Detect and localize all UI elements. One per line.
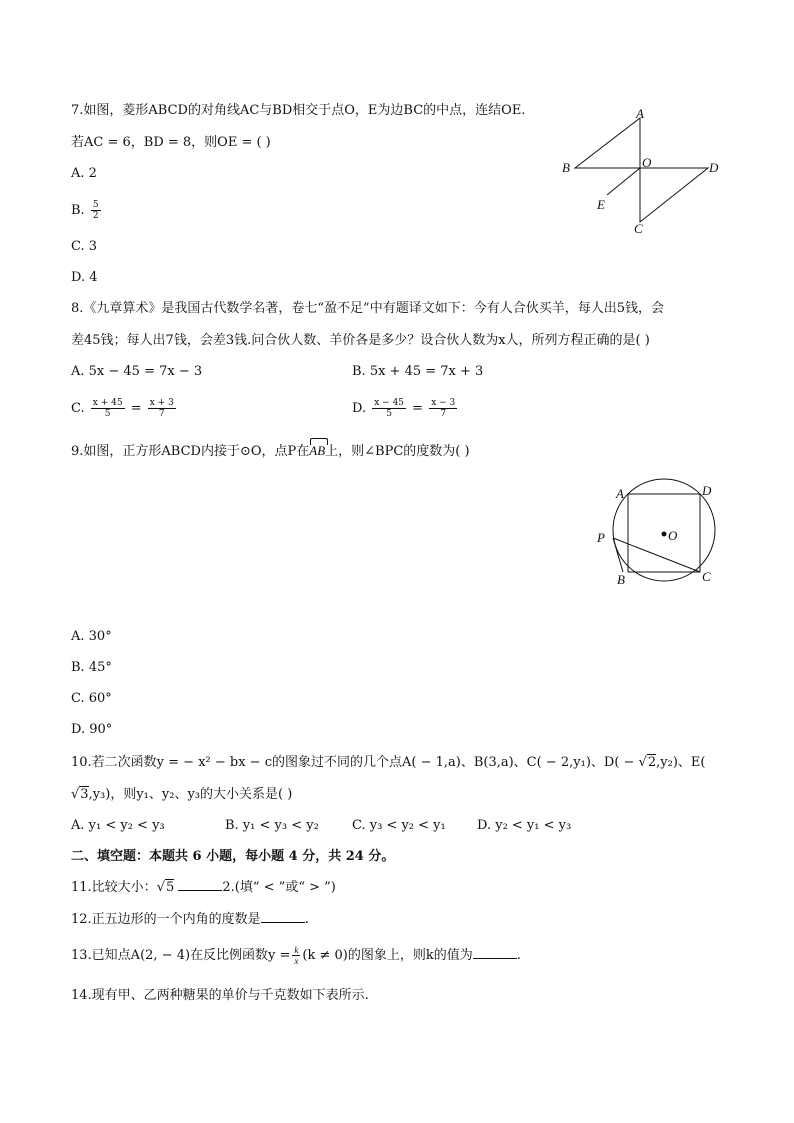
q10-option-a: A. y₁ < y₂ < y₃ [71,818,165,833]
q9-option-c: C. 60° [71,691,112,706]
q8-option-b: B. 5x + 45 = 7x + 3 [352,364,484,379]
q10-line1-part1: 10.若二次函数y = − x² − bx − c的图象过不同的几个点A( − 1,a)、B(3,a)、C( − 2,y₁)、D( − [71,755,639,770]
q7-option-d: D. 4 [71,270,98,285]
q9-stem-part1: 9.如图，正方形ABCD内接于⊙O，点P在 [71,444,310,459]
q10-line2-part: ,y₃)，则y₁、y₂、y₃的大小关系是( ) [88,787,293,802]
q8-option-d-label: D. [352,401,367,416]
q10-stem-line1: 10.若二次函数y = − x² − bx − c的图象过不同的几个点A( − 1,a)、B(3,a)、C( − 2,y₁)、D( − √2,y₂)、E( [71,755,706,770]
q8-stem-line2: 差45钱；每人出7钱，会差3钱.问合伙人数、羊价各是多少？设合伙人数为x人，所列方程正确的是( ) [71,333,650,348]
label-a: A [636,106,644,121]
q10-sqrt2: 2 [647,755,657,770]
q7-stem-line2: 若AC = 6，BD = 8，则OE = ( ) [71,135,271,150]
q10-stem-line2: √3,y₃)，则y₁、y₂、y₃的大小关系是( ) [71,787,293,802]
q13-part3: . [516,948,521,963]
q7-option-b-label: B. [71,203,85,218]
label-c2: C [702,569,711,584]
circle-square-figure [590,478,730,594]
segment-pb [613,538,623,572]
q7-option-c: C. 3 [71,239,98,254]
q13-part1: 13.已知点A(2, − 4)在反比例函数y = [71,948,291,963]
label-c: C [634,221,643,236]
q8-option-c-right: $\frac{x + 3}{7}$ [149,398,174,419]
q9-option-d: D. 90° [71,722,113,737]
q12 [71,910,309,929]
q11: 11.比较大小：√5 2.(填“ < ”或“ > ”) [71,880,336,895]
section-heading-fill-in: 二、填空题：本题共 6 小题，每小题 4 分，共 24 分。 [71,849,395,864]
q7-option-b [71,200,103,221]
q13-answer-blank[interactable] [473,946,517,959]
q9-option-b: B. 45° [71,660,112,675]
rhombus-outline [575,118,708,222]
q11-part1: 11.比较大小： [71,880,157,895]
q9-arc-ab: AB [309,442,325,461]
q9-stem [71,442,470,461]
rhombus-figure [555,100,730,240]
q8-stem-line1: 8.《九章算术》是我国古代数学名著，卷七“盈不足”中有题译文如下：今有人合伙买羊，每人出5钱，会 [71,301,664,316]
q9-stem-part2: 上，则∠BPC的度数为( ) [325,444,470,459]
label-p: P [597,530,605,545]
q13-part2: (k ≠ 0)的图象上，则k的值为 [302,948,473,963]
q8-option-d-right: $\frac{x - 3}{7}$ [431,398,456,419]
arc-mark-icon [310,438,328,445]
label-o2: O [668,528,678,543]
label-e: E [597,197,605,212]
q7-option-b-fraction: $\frac{5}{2}$ [92,200,99,221]
q12-part2: . [304,912,309,927]
q11-answer-blank[interactable] [178,878,222,891]
q8-option-a: A. 5x − 45 = 7x − 3 [71,364,203,379]
q10-sqrt3: 3 [80,787,89,802]
q8-option-c-label: C. [71,401,85,416]
q9-option-a: A. 30° [71,629,112,644]
q8-option-d: D. $\frac{x - 45}{5}$ = $\frac{x - 3}{7}$ [352,398,456,419]
q7-option-a: A. 2 [71,166,97,181]
q11-part2: 2.(填“ < ”或“ > ”) [222,880,336,895]
center-dot [662,532,667,537]
q11-sqrt5: 5 [165,880,175,895]
q13 [71,945,521,966]
label-d: D [709,160,719,175]
q10-line1-part2: ,y₂)、E( [656,755,706,770]
q10-option-c: C. y₃ < y₂ < y₁ [352,818,446,833]
label-d2: D [702,483,712,498]
q8-option-c-left: $\frac{x + 45}{5}$ [92,398,123,419]
q10-option-d: D. y₂ < y₁ < y₃ [477,818,572,833]
q10-option-b: B. y₁ < y₃ < y₂ [225,818,319,833]
segment-oe [607,168,640,195]
q7-stem-line1: 7.如图，菱形ABCD的对角线AC与BD相交于点O，E为边BC的中点，连结OE. [71,103,526,118]
label-b2: B [617,572,625,587]
q13-fraction: $\frac{k}{x}$ [294,945,299,966]
q8-option-d-left: $\frac{x - 45}{5}$ [374,398,405,419]
label-b: B [562,160,570,175]
q14-stem: 14.现有甲、乙两种糖果的单价与千克数如下表所示. [71,988,369,1003]
label-a2: A [616,486,624,501]
q12-part1: 12.正五边形的一个内角的度数是 [71,912,261,927]
q8-option-c: C. $\frac{x + 45}{5}$ = $\frac{x + 3}{7}$ [71,398,174,419]
label-o: O [642,155,652,170]
segment-pc [613,538,700,572]
q12-answer-blank[interactable] [261,910,305,923]
